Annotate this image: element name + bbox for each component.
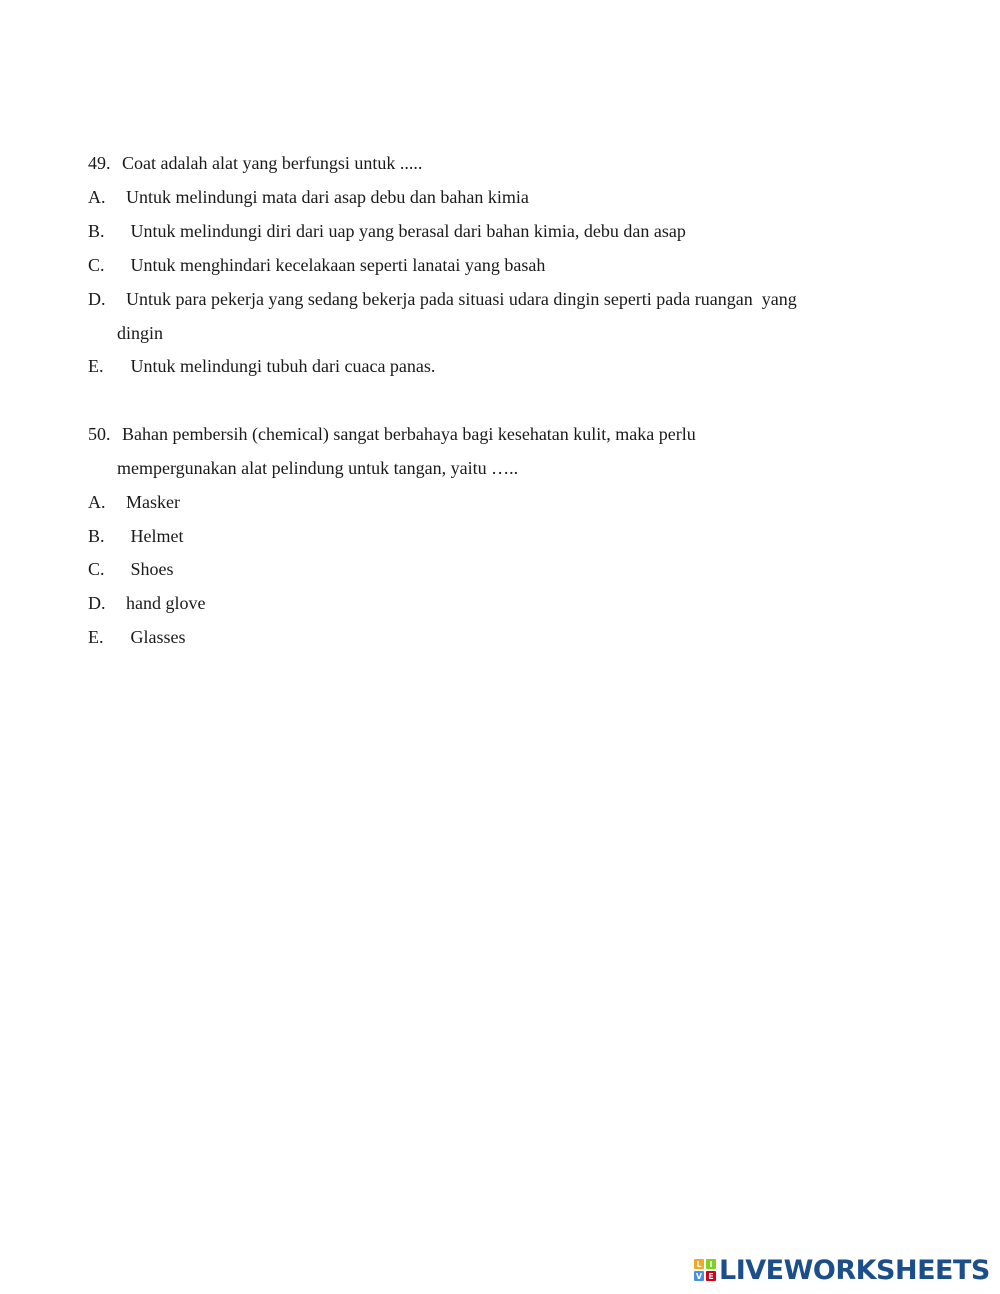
logo-letter-v: V (695, 1271, 703, 1281)
option-text: Untuk menghindari kecelakaan seperti lanatai yang basah (126, 255, 546, 275)
option-text: Shoes (126, 559, 174, 579)
option-letter: E. (88, 627, 104, 647)
option-50-d (88, 592, 205, 614)
option-text: hand glove (126, 593, 206, 613)
option-letter: C. (88, 255, 105, 275)
live-mark-icon (694, 1259, 716, 1281)
option-50-c (88, 558, 174, 580)
question-text: Bahan pembersih (chemical) sangat berbahaya bagi kesehatan kulit, maka perlu (122, 424, 696, 444)
option-50-a (88, 491, 180, 513)
question-number: 50. (88, 424, 111, 444)
option-letter: B. (88, 221, 105, 241)
option-text: Untuk para pekerja yang sedang bekerja pada situasi udara dingin seperti pada ruangan yang (126, 289, 797, 309)
option-letter: E. (88, 356, 104, 376)
option-text: Untuk melindungi tubuh dari cuaca panas. (126, 356, 436, 376)
option-50-e (88, 626, 186, 648)
option-letter: B. (88, 526, 105, 546)
option-49-a (88, 186, 529, 208)
logo-letter-i: I (706, 1259, 716, 1269)
option-text: Masker (126, 492, 180, 512)
liveworksheets-logo (694, 1254, 990, 1286)
option-50-b (88, 525, 183, 547)
option-49-e (88, 355, 435, 377)
option-text: Untuk melindungi diri dari uap yang berasal dari bahan kimia, debu dan asap (126, 221, 686, 241)
option-letter: A. (88, 187, 106, 207)
option-49-b (88, 220, 686, 242)
option-letter: C. (88, 559, 105, 579)
question-number: 49. (88, 153, 111, 173)
question-49-stem (88, 152, 422, 174)
option-letter: D. (88, 289, 106, 309)
option-49-c (88, 254, 545, 276)
question-text: Coat adalah alat yang berfungsi untuk ..... (122, 153, 423, 173)
logo-letter-e: E (706, 1271, 716, 1281)
option-text: Untuk melindungi mata dari asap debu dan bahan kimia (126, 187, 529, 207)
option-letter: A. (88, 492, 106, 512)
option-letter: D. (88, 593, 106, 613)
question-50-stem (88, 423, 696, 445)
logo-wordmark: LIVEWORKSHEETS (719, 1254, 990, 1286)
option-49-d (88, 288, 797, 310)
option-text: Glasses (126, 627, 186, 647)
question-50-continuation: mempergunakan alat pelindung untuk tangan, yaitu ….. (117, 458, 519, 478)
option-49-d-continuation: dingin (117, 323, 164, 343)
option-text: Helmet (126, 526, 184, 546)
logo-letter-l: L (694, 1259, 704, 1269)
